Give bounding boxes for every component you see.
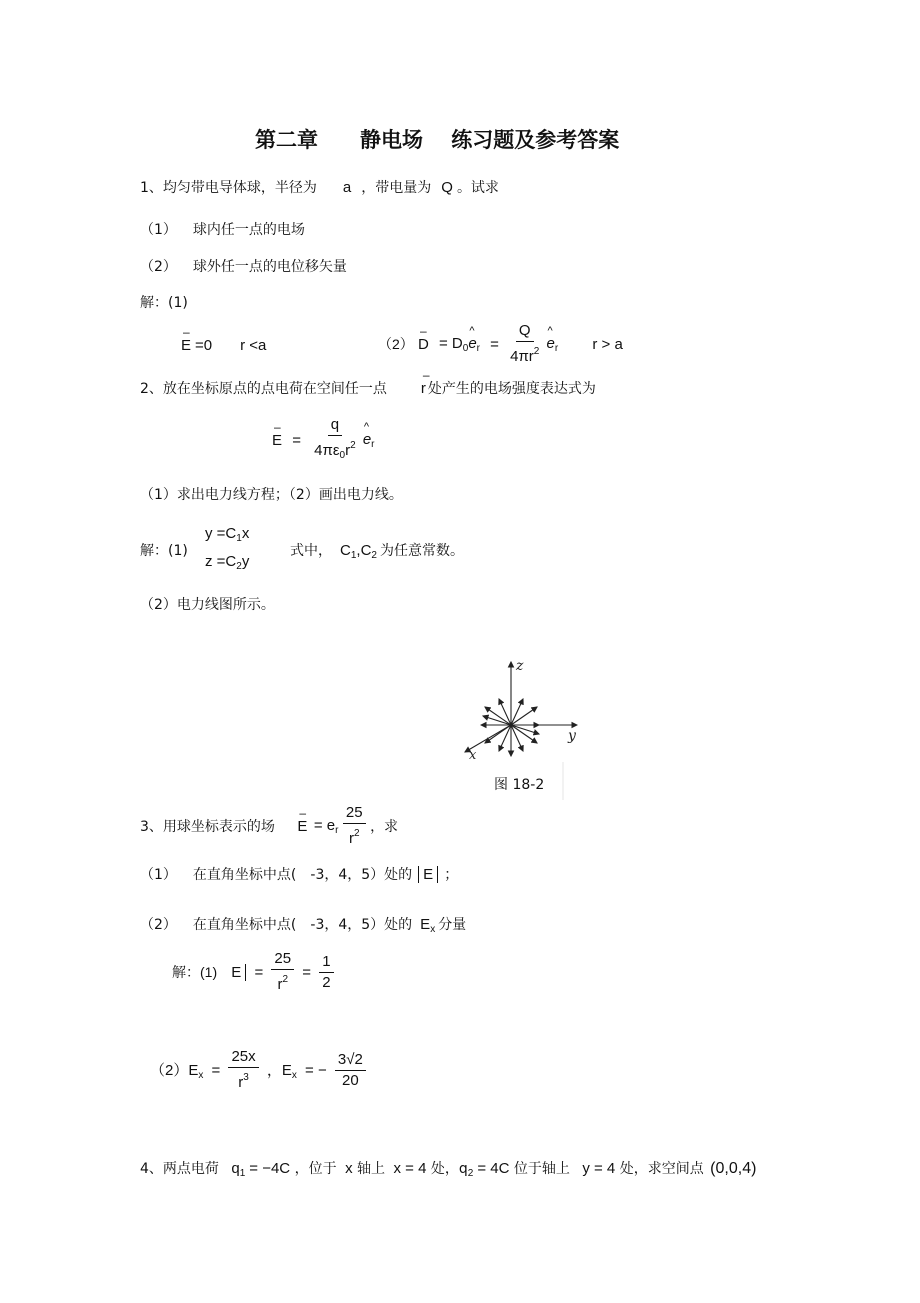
question-1-part-1: （1） 球内任一点的电场	[140, 222, 305, 238]
x-axis-label: x	[469, 748, 477, 763]
question-2-constants-note: 式中， $C_1,C_2$ 为任意常数。	[290, 542, 464, 561]
question-2-equation-1: $y =C_1x$	[205, 525, 250, 544]
page-title: 第二章 静电场 练习题及参考答案	[255, 128, 620, 152]
z-axis-label: z	[516, 658, 524, 674]
figure-caption: 图 18-2	[494, 777, 545, 793]
question-1-answer-1: – E =0 r <a	[181, 337, 266, 354]
question-2-equation-2: $z =C_2y$	[205, 553, 250, 572]
question-2-field-formula: – E = $\frac{q}{4\pi\varepsilon_0r^2}$ ^ $e_r$	[272, 416, 375, 465]
question-1-stem: 1、均匀带电导体球，半径为 a ，带电量为 Q 。试求	[140, 179, 499, 196]
question-3-stem: 3、用球坐标表示的场 – $E = e_r$ $\frac{25}{r^2}$ ，求	[140, 804, 398, 848]
question-3-part-1: （1） 在直角坐标中点( -3，4，5）处的 E ；	[140, 866, 459, 883]
question-2-stem: 2、放在坐标原点的点电荷在空间任一点– r 处产生的电场强度表达式为	[140, 378, 596, 398]
question-2-part-2: （2）电力线图所示。	[140, 597, 275, 613]
question-4-stem: 4、两点电荷 $q_1 = -4C$ ，位于 x 轴上 x = 4 处，$q_2 = 4C$ 位于轴上 y = 4 处，求空间点 (0,0,4)	[140, 1160, 757, 1179]
y-axis-label: y	[568, 728, 576, 744]
question-3-part-2: （2） 在直角坐标中点( -3，4，5）处的 $E_x$ 分量	[140, 916, 467, 935]
question-1-part-2: （2） 球外任一点的电位移矢量	[140, 259, 347, 275]
question-3-solution-2: $(2)E_x$ = $\frac{25x}{r^3}$ ，$E_x$ = − $\frac{3√2}{20}$	[150, 1048, 366, 1092]
question-2-parts: （1）求出电力线方程；（2）画出电力线。	[140, 487, 403, 503]
field-line	[483, 716, 511, 725]
question-1-answer-2: $(2) - D = D_0\^{}$ $e_r$ = $\frac{Q}{4\pi r^2}$ ^ $e_r$ r > a	[378, 322, 623, 366]
question-1-solution-label: 解：(1)	[140, 295, 188, 311]
field-line	[511, 725, 539, 734]
question-3-solution-1: 解：(1) E = $\frac{25}{r^2}$ = $\frac{1}{2}$	[172, 950, 334, 994]
question-2-solution-label: 解：(1)	[140, 543, 188, 559]
field-lines-figure	[455, 652, 595, 802]
